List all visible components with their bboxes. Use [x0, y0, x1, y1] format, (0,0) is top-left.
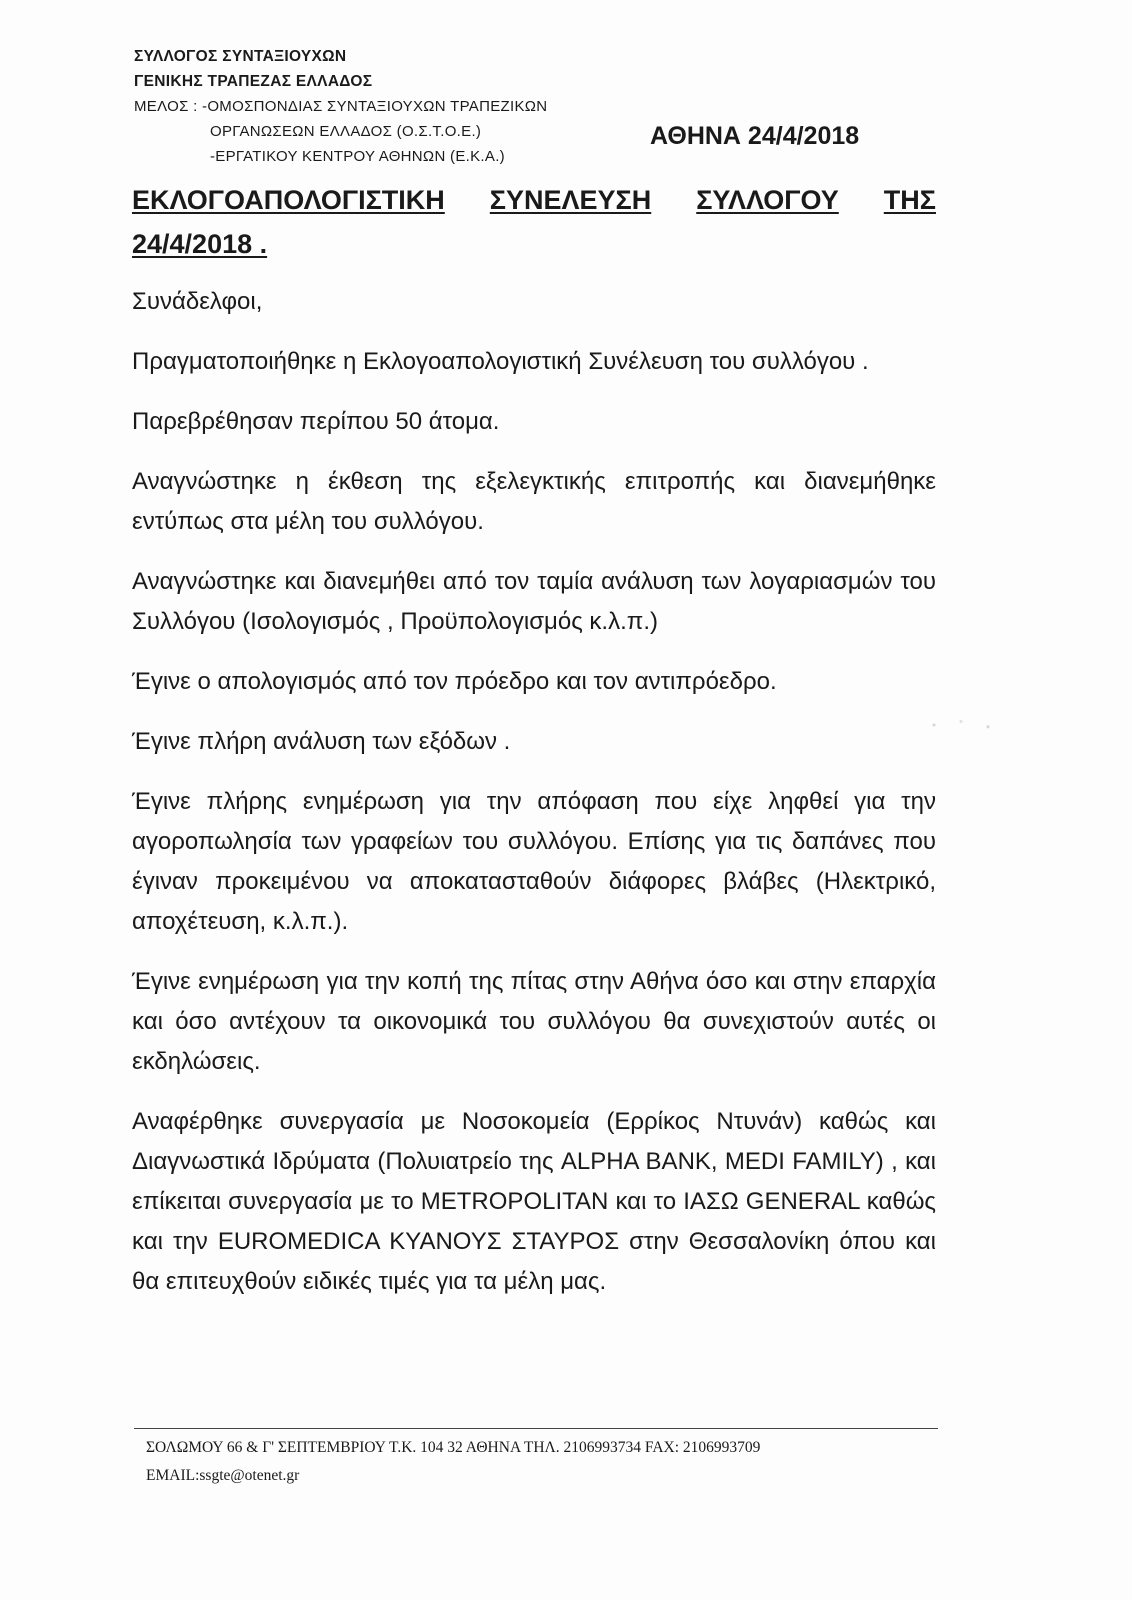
title-word-3: ΣΥΛΛΟΓΟΥ	[696, 185, 839, 215]
scan-speckle	[916, 716, 1006, 734]
title-line-2: 24/4/2018 .	[132, 229, 268, 259]
title-word-1: ΕΚΛΟΓΟΑΠΟΛΟΓΙΣΤΙΚΗ	[132, 185, 445, 215]
letterhead-line-1: ΣΥΛΛΟΓΟΣ ΣΥΝΤΑΞΙΟΥΧΩΝ	[134, 48, 347, 65]
paragraph-7: Έγινε πλήρης ενημέρωση για την απόφαση που είχε ληφθεί για την αγοροπωλησία των γραφείων του συλλόγου. Επίσης για τις δαπάνες που έγιναν προκειμένου να αποκατασταθούν διάφορες βλάβες (Ηλεκτρικό, αποχέτευση, κ.λ.π.).	[132, 788, 936, 935]
paragraph-2: Παρεβρέθησαν περίπου 50 άτομα.	[132, 408, 500, 435]
title-word-4: ΤΗΣ	[883, 185, 936, 215]
paragraph-9: Αναφέρθηκε συνεργασία με Νοσοκομεία (Ερρίκος Ντυνάν) καθώς και Διαγνωστικά Ιδρύματα (Πολυιατρείο της ALPHA BANK, MEDI FAMILY) , και επίκειται συνεργασία με το METROPOLITAN και το ΙΑΣΩ GENERAL καθώς και την EUROMEDICA ΚΥΑΝΟΥΣ ΣΤΑΥΡΟΣ στην Θεσσαλονίκη όπου και θα επιτευχθούν ειδικές τιμές για τα μέλη μας.	[132, 1108, 936, 1295]
title-line-1	[132, 178, 936, 222]
document-body	[132, 282, 936, 1322]
document-date: ΑΘΗΝΑ 24/4/2018	[650, 122, 860, 150]
paragraph-6: Έγινε πλήρη ανάλυση των εξόδων .	[132, 728, 511, 755]
footer-email: EMAIL:ssgte@otenet.gr	[146, 1467, 300, 1484]
paragraph-3: Αναγνώστηκε η έκθεση της εξελεγκτικής επιτροπής και διανεμήθηκε εντύπως στα μέλη του συλλόγου.	[132, 468, 936, 535]
footer	[146, 1434, 946, 1490]
letterhead-line-4: ΟΡΓΑΝΩΣΕΩΝ ΕΛΛΑΔΟΣ (Ο.Σ.Τ.Ο.Ε.)	[210, 123, 482, 140]
paragraph-8: Έγινε ενημέρωση για την κοπή της πίτας στην Αθήνα όσο και στην επαρχία και όσο αντέχουν τα οικονομικά του συλλόγου θα συνεχιστούν αυτές οι εκδηλώσεις.	[132, 968, 936, 1075]
footer-rule	[134, 1428, 938, 1429]
paragraph-5: Έγινε ο απολογισμός από τον πρόεδρο και τον αντιπρόεδρο.	[132, 668, 777, 695]
paragraph-4: Αναγνώστηκε και διανεμήθει από τον ταμία ανάλυση των λογαριασμών του Συλλόγου (Ισολογισμός , Προϋπολογισμός κ.λ.π.)	[132, 568, 936, 635]
letterhead-line-3: ΜΕΛΟΣ : -ΟΜΟΣΠΟΝΔΙΑΣ ΣΥΝΤΑΞΙΟΥΧΩΝ ΤΡΑΠΕΖΙΚΩΝ	[134, 98, 548, 115]
paragraph-1: Πραγματοποιήθηκε η Εκλογοαπολογιστική Συνέλευση του συλλόγου .	[132, 348, 869, 375]
letterhead	[134, 44, 734, 169]
greeting: Συνάδελφοι,	[132, 288, 263, 315]
title-word-2: ΣΥΝΕΛΕΥΣΗ	[489, 185, 652, 215]
letterhead-line-2: ΓΕΝΙΚΗΣ ΤΡΑΠΕΖΑΣ ΕΛΛΑΔΟΣ	[134, 73, 373, 90]
footer-address: ΣΟΛΩΜΟΥ 66 & Γ' ΣΕΠΤΕΜΒΡΙΟΥ Τ.Κ. 104 32 ΑΘΗΝΑ ΤΗΛ. 2106993734 FAX: 2106993709	[146, 1439, 761, 1456]
letterhead-line-5: -ΕΡΓΑΤΙΚΟΥ ΚΕΝΤΡΟΥ ΑΘΗΝΩΝ (Ε.Κ.Α.)	[210, 148, 505, 165]
document-title	[132, 178, 936, 266]
